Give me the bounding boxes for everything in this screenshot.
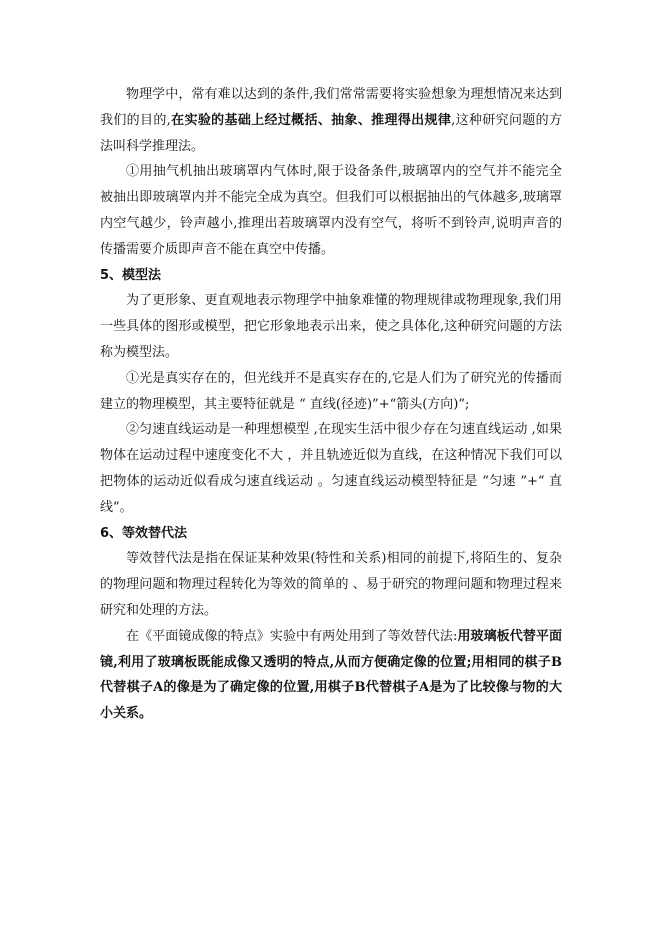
section-heading-model-method: 5、模型法 [100,267,162,283]
example-text: 在《平面镜成像的特点》实验中有两处用到了等效替代法: [126,628,458,644]
model-method-example-1: ①光是真实存在的，但光线并不是真实存在的,它是人们为了研究光的传播而建立的物理模型，其主要特征就是 “ 直线(径迹)”+“箭头(方向)”; [100,370,562,412]
intro-bold-text: 在实验的基础上经过概括、抽象、推理得出规律 [170,112,452,128]
example-bold-text: 用玻璃板代替平面镜,利用了玻璃板既能成像又透明的特点,从而方便确定像的位置;用相同的棋子B代替棋子A的像是为了确定像的位置,用棋子B代替棋子A是为了比较像与物的大小关系。 [100,628,562,722]
scientific-reasoning-intro [100,82,562,159]
model-method-intro: 为了更形象、更直观地表示物理学中抽象难懂的物理规律或物理现象,我们用一些具体的图形或模型，把它形象地表示出来，使之具体化,这种研究问题的方法称为模型法。 [100,293,562,360]
equivalent-substitution-example [100,624,562,727]
scientific-reasoning-example-1: ①用抽气机抽出玻璃罩内气体时,限于设备条件,玻璃罩内的空气并不能完全被抽出即玻璃罩内并不能完全成为真空。但我们可以根据抽出的气体越多,玻璃罩内空气越少，铃声越小,推理出若玻璃罩内没有空气，将听不到铃声,说明声音的传播需要介质即声音不能在真空中传播。 [100,164,562,257]
intro-text-1: 物理学中，常有难以达到的条件,我们常常需要将实验想象为理想情况来达到我们的目的, [100,87,562,128]
equivalent-substitution-intro: 等效替代法是指在保证某种效果(特性和关系)相同的前提下,将陌生的、复杂的物理问题和物理过程转化为等效的简单的 、易于研究的物理问题和物理过程来研究和处理的方法。 [100,551,562,618]
intro-text-2: ,这种研究问题的方法叫科学推理法。 [100,112,562,154]
document-page [100,82,562,727]
section-heading-equivalent-substitution: 6、等效替代法 [100,525,188,541]
model-method-example-2: ②匀速直线运动是一种理想模型 ,在现实生活中很少存在匀速直线运动 ,如果物体在运动过程中速度变化不大 ，并且轨迹近似为直线，在这种情况下我们可以把物体的运动近似看成匀速直线运动 。匀速直线运动模型特征是 “匀速 ”+“ 直线”。 [100,422,562,515]
